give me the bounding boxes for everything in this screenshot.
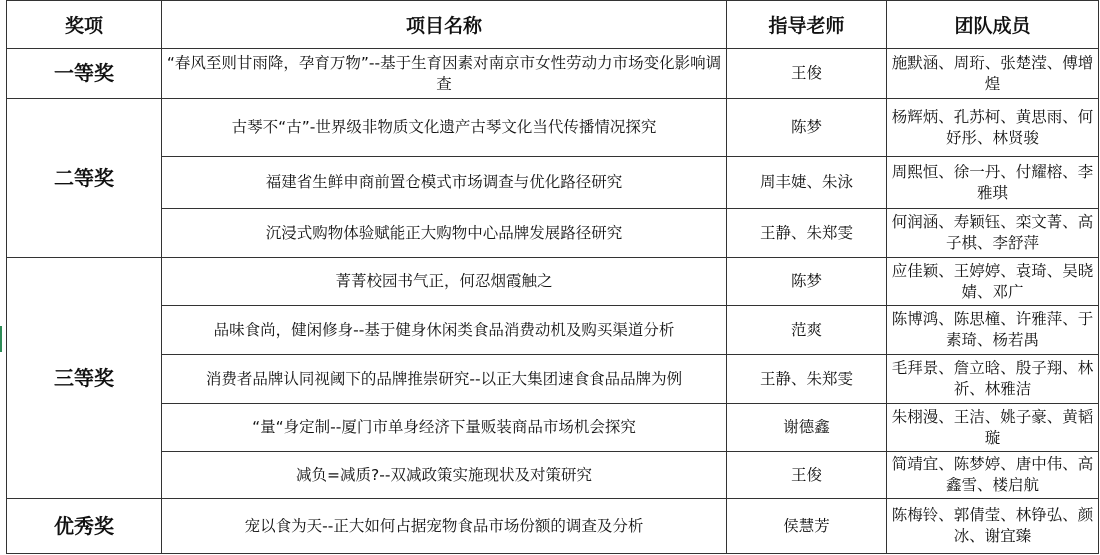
award-level-excellent: 优秀奖 [7,499,162,554]
project-name: 宠以食为天--正大如何占据宠物食品市场份额的调查及分析 [162,499,727,554]
award-level-second: 二等奖 [7,99,162,258]
table-row [7,157,1099,209]
project-name: 福建省生鲜申商前置仓模式市场调查与优化路径研究 [162,157,727,209]
awards-table [6,0,1099,554]
advisor-name: 王俊 [727,49,887,99]
team-members: 杨辉炳、孔苏柯、黄思雨、何妤彤、林贤骏 [887,99,1099,157]
project-name: 沉浸式购物体验赋能正大购物中心品牌发展路径研究 [162,209,727,258]
table-row [7,49,1099,99]
table-row [7,404,1099,452]
advisor-name: 王俊 [727,452,887,499]
team-members: 应佳颖、王婷婷、袁琦、吴晓婧、邓广 [887,258,1099,306]
advisor-name: 侯慧芳 [727,499,887,554]
team-members: 简靖宜、陈梦婷、唐中伟、高鑫雪、楼启航 [887,452,1099,499]
header-row [7,1,1099,49]
advisor-name: 范爽 [727,306,887,355]
advisor-name: 陈梦 [727,99,887,157]
team-members: 陈博鸿、陈思橦、许雅萍、于素琦、杨若禺 [887,306,1099,355]
advisor-name: 周丰婕、朱泳 [727,157,887,209]
team-members: 朱栩漫、王洁、姚子豪、黄韬璇 [887,404,1099,452]
header-members: 团队成员 [887,1,1099,49]
advisor-name: 陈梦 [727,258,887,306]
award-level-third: 三等奖 [7,258,162,499]
page-edge-marker [0,326,2,352]
header-project: 项目名称 [162,1,727,49]
team-members: 周熙恒、徐一丹、付耀榕、李雅琪 [887,157,1099,209]
advisor-name: 王静、朱郑雯 [727,355,887,404]
table-row [7,306,1099,355]
advisor-name: 王静、朱郑雯 [727,209,887,258]
table-row [7,99,1099,157]
table-row [7,258,1099,306]
project-name: 消费者品牌认同视阈下的品牌推崇研究--以正大集团速食食品品牌为例 [162,355,727,404]
table-row [7,355,1099,404]
project-name: “春风至则甘雨降，孕育万物”--基于生育因素对南京市女性劳动力市场变化影响调查 [162,49,727,99]
team-members: 何润涵、寿颖钰、栾文菁、高子棋、李舒萍 [887,209,1099,258]
team-members: 陈梅铃、郭倩莹、林铮弘、颜冰、谢宜臻 [887,499,1099,554]
table-row [7,209,1099,258]
table-row [7,452,1099,499]
advisor-name: 谢德鑫 [727,404,887,452]
header-advisor: 指导老师 [727,1,887,49]
project-name: 品味食尚，健闲修身--基于健身休闲类食品消费动机及购买渠道分析 [162,306,727,355]
table-row [7,499,1099,554]
project-name: 减负=减质?--双减政策实施现状及对策研究 [162,452,727,499]
project-name: 菁菁校园书气正，何忍烟霞触之 [162,258,727,306]
header-award: 奖项 [7,1,162,49]
project-name: 古琴不“古”-世界级非物质文化遗产古琴文化当代传播情况探究 [162,99,727,157]
award-level-first: 一等奖 [7,49,162,99]
project-name: “量“身定制--厦门市单身经济下量贩装商品市场机会探究 [162,404,727,452]
team-members: 施默涵、周珩、张楚滢、傅增煌 [887,49,1099,99]
team-members: 毛拜景、詹立晗、殷子翔、林祈、林雅洁 [887,355,1099,404]
